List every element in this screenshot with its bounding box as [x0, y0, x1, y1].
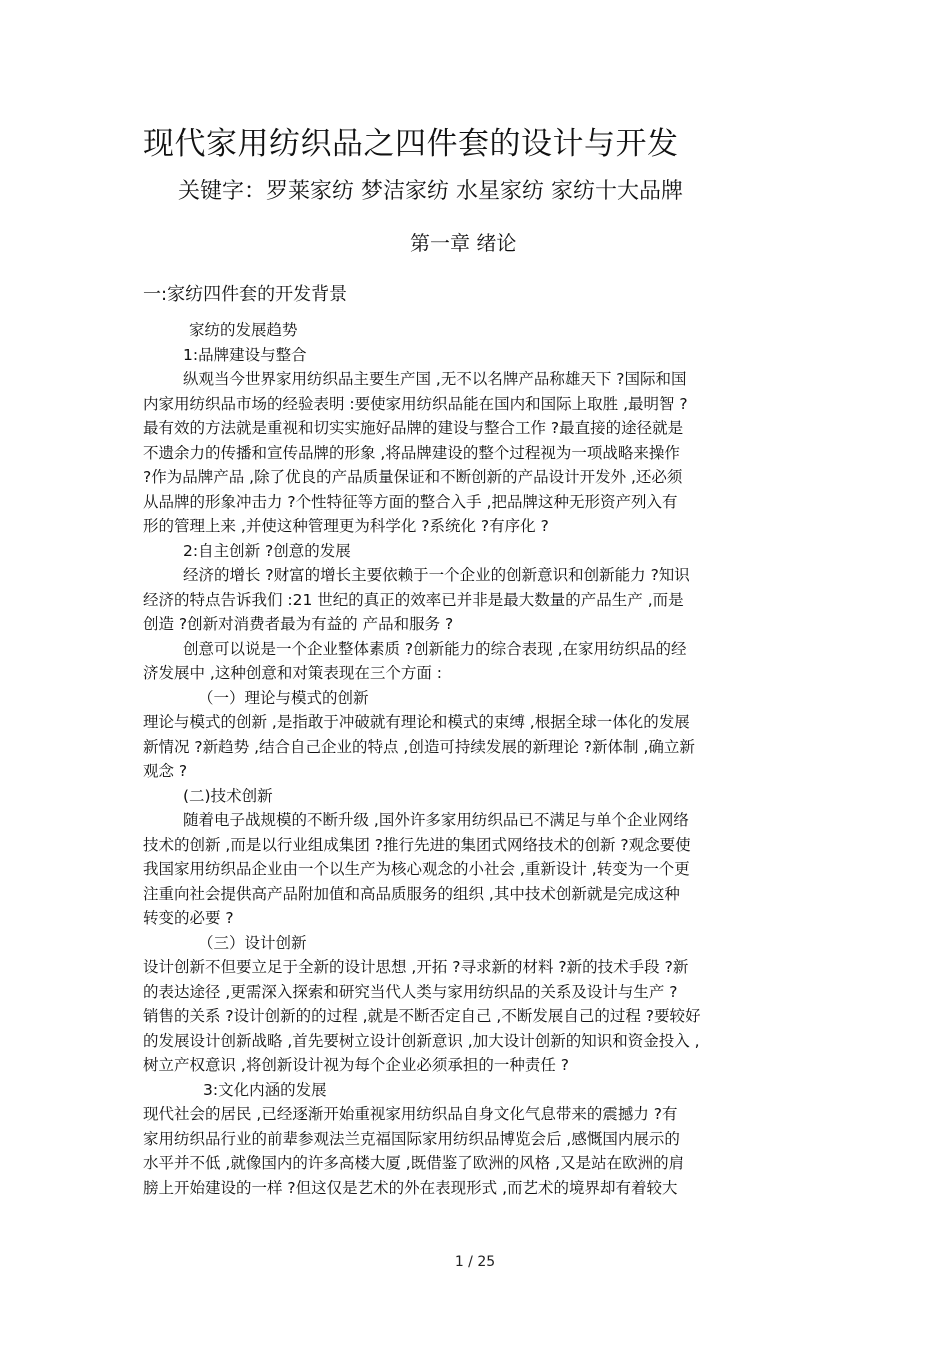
section-heading: 一:家纺四件套的开发背景	[143, 284, 348, 305]
paragraph-line: 转变的必要 ?	[143, 909, 234, 927]
paragraph-line: 随着电子战规模的不断升级 ,国外许多家用纺织品已不满足与单个企业网络	[183, 811, 689, 829]
paragraph-line: 创造 ?创新对消费者最为有益的 产品和服务 ?	[143, 615, 454, 633]
paragraph-line: 创意可以说是一个企业整体素质 ?创新能力的综合表现 ,在家用纺织品的经	[183, 639, 687, 658]
paragraph-line: 不遗余力的传播和宣传品牌的形象 ,将品牌建设的整个过程视为一项战略来操作	[143, 443, 680, 462]
subheading-innovation: 2:自主创新 ?创意的发展	[183, 541, 351, 560]
subheading-culture: 3:文化内涵的发展	[203, 1080, 327, 1099]
page-number: 1 / 25	[454, 1254, 496, 1270]
paragraph-line: 的表达途径 ,更需深入探索和研究当代人类与家用纺织品的关系及设计与生产 ?	[143, 982, 678, 1001]
paragraph-line: 纵观当今世界家用纺织品主要生产国 ,无不以名牌产品称雄天下 ?国际和国	[183, 370, 687, 388]
paragraph-line: 现代社会的居民 ,已经逐渐开始重视家用纺织品自身文化气息带来的震撼力 ?有	[143, 1105, 678, 1123]
paragraph-line: 的发展设计创新战略 ,首先要树立设计创新意识 ,加大设计创新的知识和资金投入 ,	[143, 1031, 700, 1050]
subheading-brand: 1:品牌建设与整合	[183, 345, 307, 364]
subheading-trend: 家纺的发展趋势	[189, 321, 298, 339]
paragraph-line: 理论与模式的创新 ,是指敢于冲破就有理论和模式的束缚 ,根据全球一体化的发展	[143, 713, 690, 731]
paragraph-line: 观念 ?	[143, 762, 188, 780]
paragraph-line: 树立产权意识 ,将创新设计视为每个企业必须承担的一种责任 ?	[143, 1056, 570, 1074]
paragraph-line: 经济的特点告诉我们 :21 世纪的真正的效率已并非是最大数量的产品生产 ,而是	[143, 590, 684, 609]
paragraph-line: 新情况 ?新趋势 ,结合自己企业的特点 ,创造可持续发展的新理论 ?新体制 ,确立新	[143, 737, 695, 756]
subheading-tech: (二)技术创新	[183, 786, 273, 805]
paragraph-line: 最有效的方法就是重视和切实实施好品牌的建设与整合工作 ?最直接的途径就是	[143, 419, 684, 437]
paragraph-line: 我国家用纺织品企业由一个以生产为核心观念的小社会 ,重新设计 ,转变为一个更	[143, 860, 690, 878]
paragraph-line: ?作为品牌产品 ,除了优良的产品质量保证和不断创新的产品设计开发外 ,还必须	[143, 468, 683, 486]
paragraph-line: 注重向社会提供高产品附加值和高品质服务的组织 ,其中技术创新就是完成这种	[143, 884, 680, 903]
paragraph-line: 水平并不低 ,就像国内的许多高楼大厦 ,既借鉴了欧洲的风格 ,又是站在欧洲的肩	[143, 1154, 685, 1172]
paragraph-line: 经济的增长 ?财富的增长主要依赖于一个企业的创新意识和创新能力 ?知识	[183, 566, 690, 584]
keywords-line: 关键字：罗莱家纺 梦洁家纺 水星家纺 家纺十大品牌	[178, 179, 683, 204]
paragraph-line: 从品牌的形象冲击力 ?个性特征等方面的整合入手 ,把品牌这种无形资产列入有	[143, 492, 678, 511]
paragraph-line: 家用纺织品行业的前辈参观法兰克福国际家用纺织品博览会后 ,感慨国内展示的	[143, 1129, 680, 1148]
paragraph-line: 济发展中 ,这种创意和对策表现在三个方面 :	[143, 664, 443, 682]
paragraph-line: 内家用纺织品市场的经验表明 :要使家用纺织品能在国内和国际上取胜 ,最明智 ?	[143, 394, 688, 413]
chapter-heading: 第一章 绪论	[410, 231, 517, 255]
paragraph-line: 膀上开始建设的一样 ?但这仅是艺术的外在表现形式 ,而艺术的境界却有着较大	[143, 1178, 678, 1197]
document-body	[143, 318, 813, 1200]
paragraph-line: 技术的创新 ,而是以行业组成集团 ?推行先进的集团式网络技术的创新 ?观念要使	[143, 835, 691, 854]
paragraph-line: 销售的关系 ?设计创新的的过程 ,就是不断否定自己 ,不断发展自己的过程 ?要较好	[143, 1007, 701, 1025]
subheading-design: （三）设计创新	[198, 933, 307, 952]
paragraph-line: 形的管理上来 ,并使这种管理更为科学化 ?系统化 ?有序化 ?	[143, 517, 549, 535]
subheading-theory: （一）理论与模式的创新	[198, 688, 369, 707]
paragraph-line: 设计创新不但要立足于全新的设计思想 ,开拓 ?寻求新的材料 ?新的技术手段 ?新	[143, 958, 689, 976]
document-title: 现代家用纺织品之四件套的设计与开发	[143, 126, 679, 162]
